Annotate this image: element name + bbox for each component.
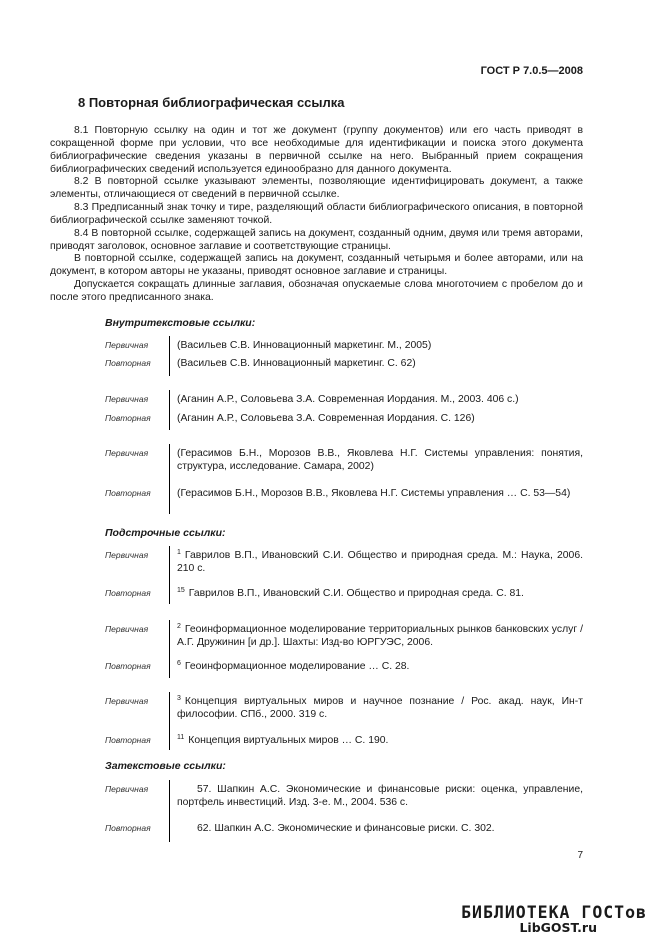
example-label: Повторная (105, 588, 151, 598)
example-text (177, 660, 583, 673)
example-divider (169, 692, 170, 750)
example-text: (Аганин А.Р., Соловьева З.А. Современная Иордания. С. 126) (177, 413, 475, 424)
footnote-number: 6 (177, 660, 181, 667)
example-label: Повторная (105, 413, 151, 423)
example-text (177, 695, 583, 721)
footnote-text: Геоинформационное моделирование … С. 28. (184, 661, 410, 672)
example-divider (169, 546, 170, 604)
example-text: 57. Шапкин А.С. Экономические и финансовые риски: оценка, управление, портфель инвестиций. Изд. 3-е. М., 2004. 536 с. (177, 784, 583, 808)
group-heading-endnote: Затекстовые ссылки: (105, 760, 226, 772)
example-label: Повторная (105, 358, 151, 368)
group-heading-footnote: Подстрочные ссылки: (105, 527, 226, 539)
example-text (177, 623, 583, 649)
footnote-text: Геоинформационное моделирование территориальных рынков банковских услуг / А.Г. Дружинин [и др.]. Шахты: Изд-во ЮРГУЭС, 2006. (177, 624, 583, 648)
footnote-text: Концепция виртуальных миров … С. 190. (188, 735, 389, 746)
example-text (177, 734, 583, 747)
example-divider (169, 444, 170, 514)
paragraph-8-2: 8.2 В повторной ссылке указывают элементы, позволяющие идентифицировать документ, а также элементы, отличающиеся от сведений в первичной ссылке. (50, 176, 583, 201)
footnote-text: Гаврилов В.П., Ивановский С.И. Общество и природная среда. С. 81. (188, 588, 524, 599)
footnote-text: Концепция виртуальных миров и научное познание / Рос. акад. наук, Ин-т философии. СПб., 2000. 319 с. (177, 696, 583, 720)
example-label: Первичная (105, 550, 149, 560)
example-divider (169, 780, 170, 842)
paragraph-8-4-c: Допускается сокращать длинные заглавия, обозначая опускаемые слова многоточием с пробелом до и после этого предписанного знака. (50, 279, 583, 303)
example-label: Первичная (105, 624, 149, 634)
footnote-text: Гаврилов В.П., Ивановский С.И. Общество и природная среда. М.: Наука, 2006. 210 с. (177, 550, 583, 574)
paragraph-8-3: 8.3 Предписанный знак точку и тире, разделяющий области библиографического описания, в повторной библиографической ссылке заменяют точкой. (50, 202, 583, 226)
body-text (50, 125, 583, 305)
example-text: (Васильев С.В. Инновационный маркетинг. М., 2005) (177, 340, 432, 351)
example-text: (Герасимов Б.Н., Морозов В.В., Яковлева Н.Г. Системы управления … С. 53—54) (177, 488, 571, 499)
example-divider (169, 390, 170, 430)
footnote-number: 11 (177, 734, 185, 741)
example-label: Первичная (105, 340, 149, 350)
example-label: Повторная (105, 661, 151, 671)
example-text (177, 549, 583, 575)
example-label: Первичная (105, 696, 149, 706)
paragraph-8-4: 8.4 В повторной ссылке, содержащей запись на документ, созданный одним, двумя или тремя авторами, приводят заголовок, основное заглавие и соответствующие страницы. (50, 227, 583, 252)
example-label: Первичная (105, 448, 149, 458)
example-label: Повторная (105, 488, 151, 498)
footnote-number: 15 (177, 587, 185, 594)
example-divider (169, 336, 170, 376)
example-label: Первичная (105, 784, 149, 794)
example-text: 62. Шапкин А.С. Экономические и финансовые риски. С. 302. (197, 823, 495, 834)
paragraph-8-4-b: В повторной ссылке, содержащей запись на документ, созданный четырьмя и более авторами, или на документ, в котором авторы не указаны, приводят основное заглавие и страницы. (50, 253, 583, 278)
footnote-number: 2 (177, 623, 181, 630)
paragraph-8-1: 8.1 Повторную ссылку на один и тот же документ (группу документов) или его часть приводят в сокращенной форме при условии, что все необходимые для идентификации и поиска этого документа библиографические сведения указаны в первичной ссылке на него. Выбранный прием сокращения библиографических сведений используется единообразно для данного документа. (50, 125, 583, 175)
example-label: Повторная (105, 823, 151, 833)
page-number: 7 (577, 850, 583, 861)
example-text: (Герасимов Б.Н., Морозов В.В., Яковлева Н.Г. Системы управления: понятия, структура, исследование. Самара, 2002) (177, 448, 583, 472)
footnote-number: 1 (177, 549, 181, 556)
watermark-title: БИБЛИОТЕКА ГОСТов (461, 903, 647, 922)
example-divider (169, 620, 170, 678)
example-text: (Васильев С.В. Инновационный маркетинг. С. 62) (177, 358, 416, 369)
document-code: ГОСТ Р 7.0.5—2008 (480, 65, 583, 77)
example-text (177, 587, 583, 600)
section-title: 8 Повторная библиографическая ссылка (78, 95, 345, 110)
example-label: Первичная (105, 394, 149, 404)
group-heading-intext: Внутритекстовые ссылки: (105, 317, 256, 329)
footnote-number: 3 (177, 695, 181, 702)
example-text: (Аганин А.Р., Соловьева З.А. Современная Иордания. М., 2003. 406 с.) (177, 394, 519, 405)
watermark-link[interactable]: LibGOST.ru (519, 920, 597, 935)
example-label: Повторная (105, 735, 151, 745)
